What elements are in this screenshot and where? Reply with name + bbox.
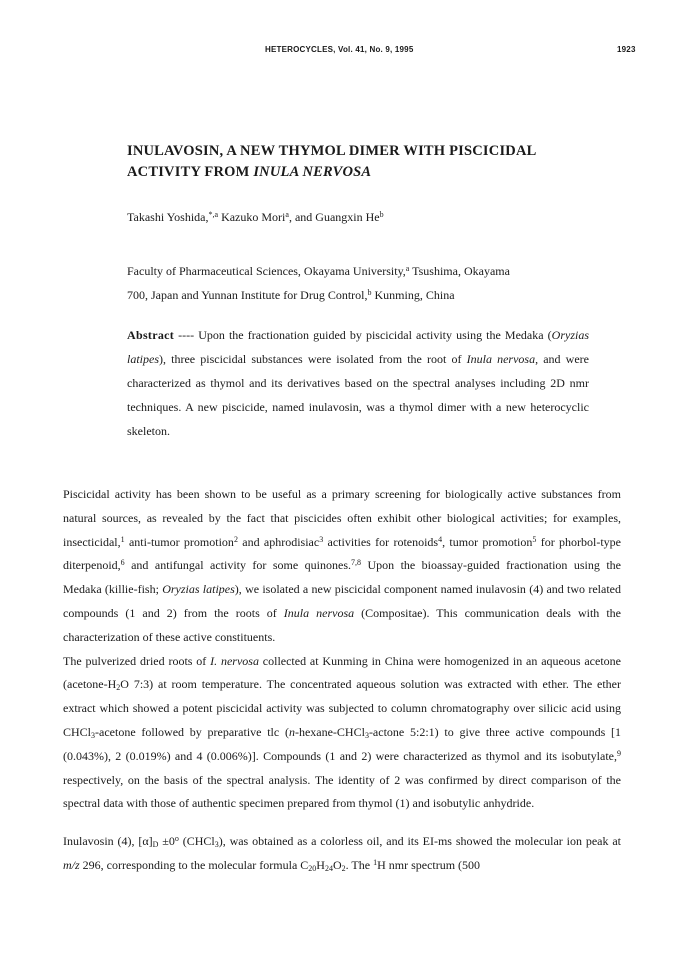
text-run: and antifungal activity for some quinones. [124,558,351,573]
text-run: for phorbol-type diterpenoid, [63,534,622,573]
text-run: anti-tumor promotion [124,534,234,549]
text-run: -actone 5:2:1) to give three active compounds [1 (0.043%), 2 (0.019%) and 4 (0.006%)]. Compounds (1 and 2) were characterized as thymol and its isobutylate, [63,724,622,763]
italic-unit: m/z [63,857,80,872]
text-run: ±0 [158,834,175,849]
text-run: 296, corresponding to the molecular formula C [79,857,309,872]
text-run: -acetone followed by preparative tlc ( [95,724,289,739]
affiliation-part: 700, Japan and Yunnan Institute for Drug Control, [127,288,368,302]
species-name: Oryzias latipes [162,582,235,597]
text-run: , tumor promotion [442,534,533,549]
superscript: o [174,834,179,844]
reference-mark: 7,8 [351,558,361,568]
reference-mark: 9 [617,748,621,758]
species-name: Inula nervosa [283,605,355,620]
text-run: (CHCl [178,834,215,849]
title-line-2-species: INULA NERVOSA [253,164,372,180]
reference-mark: 2 [233,534,238,544]
author-1-mark: *,a [208,210,219,219]
title-line-2-prefix: ACTIVITY FROM [127,164,254,180]
text-run: -hexane-CHCl [294,724,365,739]
affiliation-mark: b [367,288,372,297]
text-run: activities for rotenoids [323,534,439,549]
author-3: , and Guangxin He [288,210,380,224]
text-run: The pulverized dried roots of [63,653,211,668]
author-2: Kazuko Mori [218,210,286,224]
subscript: 3 [364,730,369,740]
affiliation-part: Tsushima, Okayama [409,264,510,278]
text-run: ), was obtained as a colorless oil, and its EI-ms showed the molecular ion peak at [218,834,621,849]
author-2-mark: a [285,210,289,219]
title-line-2 [127,162,587,183]
subscript: 3 [214,840,219,850]
text-run: (Compositae). This communication deals with the characterization of these active constituents. [63,605,621,644]
abstract-species: Inula nervosa [466,352,536,366]
text-run: respectively, on the basis of the spectral analysis. The identity of 2 was confirmed by direct comparison of the spectral data with those of authentic specimen prepared from thymol (1) and isobutylic anhydride. [63,772,621,811]
journal-citation: HETEROCYCLES, Vol. 41, No. 9, 1995 [265,45,414,54]
text-run: collected at Kunming in China were homogenized in an aqueous acetone (acetone-H [63,653,621,692]
text-run: . The [345,857,374,872]
abstract-label: Abstract [127,328,175,342]
abstract-species: Oryzias latipes [127,328,589,366]
subscript: 2 [341,863,346,873]
text-run: ), we isolated a new piscicidal component named inulavosin (4) and two related compounds (1 and 2) from the roots of [63,582,621,620]
superscript: 1 [373,857,378,867]
text-run: O 7:3) at room temperature. The concentrated aqueous solution was extracted with ether. The ether extract which showed a potent piscicidal activity was subjected to column chromatography over silicic acid using CHCl [63,677,621,739]
text-run: Inulavosin (4), [α] [63,834,153,849]
text-run: H [316,857,325,872]
affiliation-line-1 [127,259,597,283]
body-text [63,483,621,878]
reference-mark: 3 [319,534,324,544]
affiliation [127,259,597,307]
title-line-1: INULAVOSIN, A NEW THYMOL DIMER WITH PISCICIDAL [127,143,537,159]
text-run: O [332,857,342,872]
affiliation-part: Faculty of Pharmaceutical Sciences, Okayama University, [127,264,406,278]
reference-mark: 6 [120,558,125,568]
abstract-text: ---- Upon the fractionation guided by piscicidal activity using the Medaka ( [174,328,552,342]
text-run: H nmr spectrum (500 [377,857,481,872]
reference-mark: 1 [120,534,125,544]
subscript: 20 [308,863,317,873]
paragraph-3 [63,830,621,878]
italic-prefix: n [288,724,295,739]
affiliation-line-2 [127,283,597,307]
subscript: 3 [91,730,96,740]
paragraph-2 [63,650,621,817]
paragraph-1 [63,483,621,650]
subscript: 2 [116,683,121,693]
author-1: Takashi Yoshida, [127,210,209,224]
abstract-text: ), three piscicidal substances were isolated from the root of [159,352,467,366]
author-list [127,210,384,225]
abstract-text: , and were characterized as thymol and its derivatives based on the spectral analyses including 2D nmr techniques. A new piscicide, named inulavosin, was a thymol dimer with a new heterocyclic skeleton. [127,352,589,438]
subscript: D [152,840,159,850]
text-run: and aphrodisiac [237,534,320,549]
reference-mark: 4 [438,534,443,544]
reference-mark: 5 [532,534,537,544]
text-run: Piscicidal activity has been shown to be useful as a primary screening for biologically active substances from natural sources, as revealed by the fact that piscicides often exhibit other biological activities; for examples, insecticidal, [63,487,621,549]
affiliation-part: Kunming, China [371,288,455,302]
article-title [127,141,587,183]
author-3-mark: b [379,210,384,219]
affiliation-mark: a [405,264,410,273]
text-run: Upon the bioassay-guided fractionation using the Medaka (killie-fish; [63,558,621,597]
abstract [127,323,589,443]
subscript: 24 [324,863,333,873]
species-name: I. nervosa [210,653,259,668]
page-number: 1923 [617,45,636,54]
